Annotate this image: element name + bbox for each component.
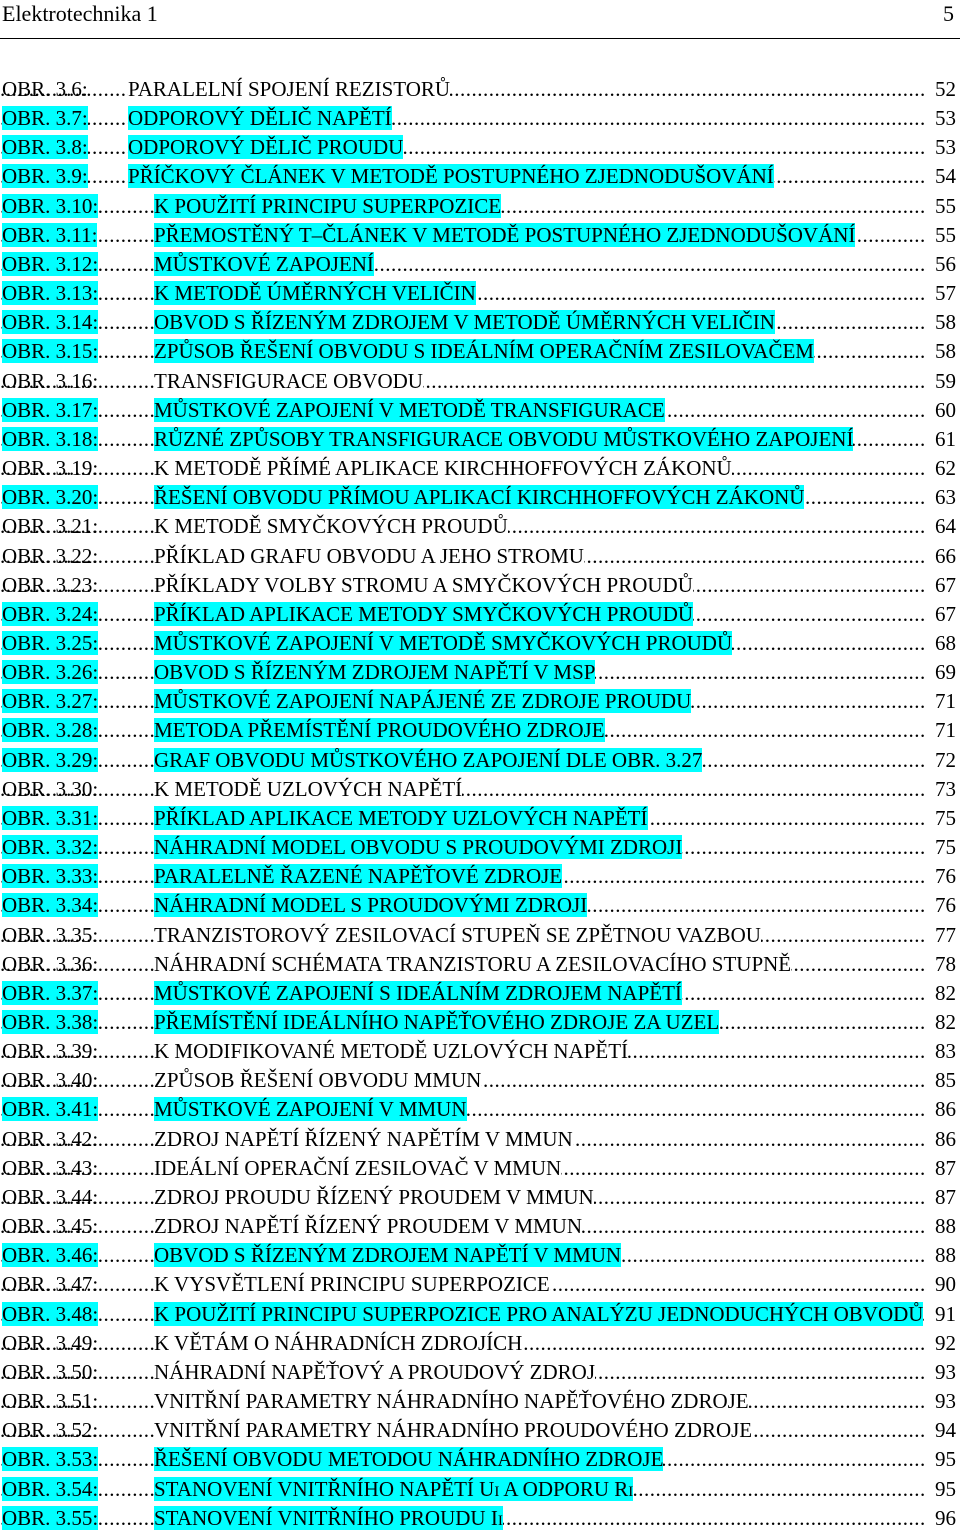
figure-title: K POUŽITÍ PRINCIPU SUPERPOZICE (154, 193, 502, 218)
page-reference: 55 (935, 193, 956, 218)
page-reference: 53 (935, 106, 956, 131)
toc-entry[interactable] (0, 278, 960, 307)
page-reference: 83 (935, 1039, 956, 1064)
toc-entry[interactable] (0, 1182, 960, 1211)
page-reference: 75 (935, 835, 956, 860)
figure-label: OBR. 3.27: (2, 689, 99, 714)
figure-label: OBR. 3.35: (2, 922, 99, 947)
figure-title: MŮSTKOVÉ ZAPOJENÍ V METODĚ SMYČKOVÝCH PROUDŮ (154, 630, 733, 655)
toc-entry[interactable] (0, 1094, 960, 1123)
toc-entry[interactable] (0, 920, 960, 949)
page-reference: 52 (935, 77, 956, 101)
toc-entry[interactable] (0, 191, 960, 220)
toc-entry[interactable] (0, 745, 960, 774)
toc-entry[interactable] (0, 628, 960, 657)
figure-title: MŮSTKOVÉ ZAPOJENÍ (154, 251, 374, 276)
figure-title: STANOVENÍ VNITŘNÍHO NAPĚTÍ Ui A ODPORU Ri (154, 1476, 634, 1501)
figure-title: GRAF OBVODU MŮSTKOVÉHO ZAPOJENÍ DLE OBR. 3.27 (154, 747, 703, 772)
toc-entry[interactable] (0, 1503, 960, 1532)
figure-title: K MODIFIKOVANÉ METODĚ UZLOVÝCH NAPĚTÍ (154, 1039, 629, 1064)
figure-title: K METODĚ ÚMĚRNÝCH VELIČIN (154, 281, 476, 306)
page-number: 5 (943, 1, 954, 26)
figure-label: OBR. 3.12: (2, 251, 99, 276)
figure-title: PARALELNÍ SPOJENÍ REZISTORŮ (128, 77, 451, 101)
figure-label: OBR. 3.36: (2, 951, 99, 976)
toc-entry[interactable] (0, 541, 960, 570)
dot-leader (0, 369, 924, 393)
figure-label: OBR. 3.34: (2, 893, 99, 918)
figure-title: K VYSVĚTLENÍ PRINCIPU SUPERPOZICE (154, 1272, 550, 1297)
toc-entry[interactable] (0, 832, 960, 861)
page-reference: 88 (935, 1243, 956, 1268)
toc-entry[interactable] (0, 1474, 960, 1503)
figure-label: OBR. 3.52: (2, 1418, 99, 1443)
toc-entry[interactable] (0, 161, 960, 190)
figure-label: OBR. 3.14: (2, 310, 99, 335)
figure-title: PŘÍKLAD GRAFU OBVODU A JEHO STROMU (154, 543, 584, 568)
figure-label: OBR. 3.32: (2, 835, 99, 860)
figure-title: MŮSTKOVÉ ZAPOJENÍ NAPÁJENÉ ZE ZDROJE PROUDU (154, 689, 692, 714)
figure-title: METODA PŘEMÍSTĚNÍ PROUDOVÉHO ZDROJE (154, 718, 605, 743)
toc-entry[interactable] (0, 307, 960, 336)
toc-entry[interactable] (0, 1444, 960, 1473)
figure-label: OBR. 3.47: (2, 1272, 99, 1297)
figure-label: OBR. 3.31: (2, 805, 99, 830)
figure-label: OBR. 3.29: (2, 747, 99, 772)
toc-entry[interactable] (0, 74, 960, 103)
figure-label: OBR. 3.33: (2, 864, 99, 889)
page-reference: 94 (935, 1418, 956, 1443)
figure-title: ODPOROVÝ DĚLIČ NAPĚTÍ (128, 106, 392, 131)
figure-label: OBR. 3.20: (2, 485, 99, 510)
figure-label: OBR. 3.19: (2, 456, 99, 481)
figure-title: ZDROJ NAPĚTÍ ŘÍZENÝ PROUDEM V MMUN (154, 1214, 582, 1239)
toc-entry[interactable] (0, 220, 960, 249)
figure-label: OBR. 3.50: (2, 1359, 99, 1384)
figure-label: OBR. 3.37: (2, 980, 99, 1005)
page-reference: 55 (935, 222, 956, 247)
page-reference: 62 (935, 456, 956, 481)
figure-label: OBR. 3.44: (2, 1184, 99, 1209)
figure-title: PŘÍČKOVÝ ČLÁNEK V METODĚ POSTUPNÉHO ZJEDNODUŠOVÁNÍ (128, 164, 774, 189)
figure-label: OBR. 3.48: (2, 1301, 99, 1326)
page-reference: 93 (935, 1359, 956, 1384)
figure-title: VNITŘNÍ PARAMETRY NÁHRADNÍHO NAPĚŤOVÉHO ZDROJE (154, 1389, 749, 1414)
figure-title: NÁHRADNÍ MODEL OBVODU S PROUDOVÝMI ZDROJI (154, 835, 683, 860)
page-reference: 76 (935, 893, 956, 918)
page-reference: 56 (935, 251, 956, 276)
figure-label: OBR. 3.11: (2, 222, 98, 247)
header-divider (0, 38, 960, 39)
page-reference: 54 (935, 164, 956, 189)
page-reference: 68 (935, 630, 956, 655)
toc-entry[interactable] (0, 103, 960, 132)
page-reference: 63 (935, 485, 956, 510)
figure-title: PŘEMOSTĚNÝ T–ČLÁNEK V METODĚ POSTUPNÉHO ZJEDNODUŠOVÁNÍ (154, 222, 856, 247)
toc-entry[interactable] (0, 1386, 960, 1415)
figure-label: OBR. 3.49: (2, 1330, 99, 1355)
figure-title: PŘEMÍSTĚNÍ IDEÁLNÍHO NAPĚŤOVÉHO ZDROJE ZA UZEL (154, 1010, 720, 1034)
figure-label: OBR. 3.30: (2, 776, 99, 801)
toc-entry[interactable] (0, 890, 960, 919)
toc-entry[interactable] (0, 978, 960, 1007)
figure-label: OBR. 3.13: (2, 281, 99, 306)
page-reference: 58 (935, 310, 956, 335)
toc-entry[interactable] (0, 366, 960, 395)
figure-title: ŘEŠENÍ OBVODU METODOU NÁHRADNÍHO ZDROJE (154, 1447, 664, 1472)
page-reference: 58 (935, 339, 956, 364)
page-reference: 71 (935, 718, 956, 743)
figure-label: OBR. 3.15: (2, 339, 99, 364)
list-of-figures (0, 74, 960, 1532)
page-reference: 66 (935, 543, 956, 568)
toc-entry[interactable] (0, 1357, 960, 1386)
page-reference: 93 (935, 1389, 956, 1414)
page-reference: 85 (935, 1068, 956, 1093)
figure-title: NÁHRADNÍ NAPĚŤOVÝ A PROUDOVÝ ZDROJ (154, 1359, 596, 1384)
toc-entry[interactable] (0, 774, 960, 803)
figure-title: MŮSTKOVÉ ZAPOJENÍ V METODĚ TRANSFIGURACE (154, 397, 665, 422)
figure-label: OBR. 3.38: (2, 1010, 99, 1034)
figure-title: K METODĚ SMYČKOVÝCH PROUDŮ (154, 514, 508, 539)
page-reference: 87 (935, 1184, 956, 1209)
dot-leader (0, 252, 924, 276)
page-reference: 96 (935, 1505, 956, 1530)
page-reference: 95 (935, 1476, 956, 1501)
figure-label: OBR. 3.26: (2, 660, 99, 685)
page-reference: 67 (935, 572, 956, 597)
toc-entry[interactable] (0, 1328, 960, 1357)
page-reference: 69 (935, 660, 956, 685)
figure-title: PŘÍKLAD APLIKACE METODY SMYČKOVÝCH PROUDŮ (154, 601, 694, 626)
toc-entry[interactable] (0, 599, 960, 628)
figure-label: OBR. 3.21: (2, 514, 99, 539)
figure-title: OBVOD S ŘÍZENÝM ZDROJEM NAPĚTÍ V MSP (154, 660, 596, 685)
figure-title: MŮSTKOVÉ ZAPOJENÍ V MMUN (154, 1097, 467, 1122)
document-title: Elektrotechnika 1 (2, 1, 158, 26)
toc-entry[interactable] (0, 1007, 960, 1036)
page-reference: 53 (935, 135, 956, 160)
figure-title: PŘÍKLAD APLIKACE METODY UZLOVÝCH NAPĚTÍ (154, 805, 648, 830)
figure-title: NÁHRADNÍ MODEL S PROUDOVÝMI ZDROJI (154, 893, 588, 918)
figure-title: K VĚTÁM O NÁHRADNÍCH ZDROJÍCH (154, 1330, 523, 1355)
figure-title: K METODĚ UZLOVÝCH NAPĚTÍ (154, 776, 463, 801)
toc-entry[interactable] (0, 1153, 960, 1182)
page-reference: 86 (935, 1097, 956, 1122)
page-reference: 88 (935, 1214, 956, 1239)
page-header (0, 0, 960, 30)
toc-entry[interactable] (0, 1065, 960, 1094)
page-reference: 86 (935, 1126, 956, 1151)
figure-label: OBR. 3.22: (2, 543, 99, 568)
figure-title: STANOVENÍ VNITŘNÍHO PROUDU Ii (154, 1505, 503, 1530)
toc-entry[interactable] (0, 949, 960, 978)
page-reference: 95 (935, 1447, 956, 1472)
figure-title: IDEÁLNÍ OPERAČNÍ ZESILOVAČ V MMUN (154, 1155, 562, 1180)
figure-title: PŘÍKLADY VOLBY STROMU A SMYČKOVÝCH PROUDŮ (154, 572, 693, 597)
figure-title: ZPŮSOB ŘEŠENÍ OBVODU MMUN (154, 1068, 482, 1093)
toc-entry[interactable] (0, 511, 960, 540)
figure-label: OBR. 3.55: (2, 1505, 99, 1530)
figure-label: OBR. 3.17: (2, 397, 99, 422)
page-reference: 90 (935, 1272, 956, 1297)
figure-title: ODPOROVÝ DĚLIČ PROUDU (128, 135, 404, 160)
page-reference: 82 (935, 1010, 956, 1034)
figure-label: OBR. 3.23: (2, 572, 99, 597)
toc-entry[interactable] (0, 570, 960, 599)
page-reference: 64 (935, 514, 956, 539)
figure-label: OBR. 3.7: (2, 106, 88, 131)
figure-title: K POUŽITÍ PRINCIPU SUPERPOZICE PRO ANALÝZU JEDNODUCHÝCH OBVODŮ (154, 1301, 924, 1326)
figure-label: OBR. 3.8: (2, 135, 88, 160)
toc-entry[interactable] (0, 1036, 960, 1065)
figure-label: OBR. 3.10: (2, 193, 99, 218)
page-reference: 59 (935, 368, 956, 393)
figure-title: VNITŘNÍ PARAMETRY NÁHRADNÍHO PROUDOVÉHO ZDROJE (154, 1418, 753, 1443)
figure-label: OBR. 3.42: (2, 1126, 99, 1151)
figure-label: OBR. 3.24: (2, 601, 99, 626)
page-reference: 67 (935, 601, 956, 626)
toc-entry[interactable] (0, 249, 960, 278)
figure-label: OBR. 3.9: (2, 164, 88, 189)
toc-entry[interactable] (0, 657, 960, 686)
toc-entry[interactable] (0, 482, 960, 511)
figure-title: ZDROJ NAPĚTÍ ŘÍZENÝ NAPĚTÍM V MMUN (154, 1126, 573, 1151)
page-reference: 91 (935, 1301, 956, 1326)
page-reference: 75 (935, 805, 956, 830)
figure-label: OBR. 3.51: (2, 1389, 99, 1414)
figure-title: OBVOD S ŘÍZENÝM ZDROJEM V METODĚ ÚMĚRNÝCH VELIČIN (154, 310, 775, 335)
figure-title: ZPŮSOB ŘEŠENÍ OBVODU S IDEÁLNÍM OPERAČNÍM ZESILOVAČEM (154, 339, 814, 364)
page-reference: 57 (935, 281, 956, 306)
toc-entry[interactable] (0, 1211, 960, 1240)
figure-label: OBR. 3.6: (2, 77, 88, 101)
figure-title: TRANZISTOROVÝ ZESILOVACÍ STUPEŇ SE ZPĚTNOU VAZBOU (154, 922, 761, 947)
figure-title: ZDROJ PROUDU ŘÍZENÝ PROUDEM V MMUN (154, 1184, 594, 1209)
figure-title: TRANSFIGURACE OBVODU (154, 368, 423, 393)
page-reference: 73 (935, 776, 956, 801)
page-reference: 61 (935, 426, 956, 451)
figure-label: OBR. 3.39: (2, 1039, 99, 1064)
figure-title: MŮSTKOVÉ ZAPOJENÍ S IDEÁLNÍM ZDROJEM NAPĚTÍ (154, 980, 682, 1005)
page-reference: 82 (935, 980, 956, 1005)
figure-title: K METODĚ PŘÍMÉ APLIKACE KIRCHHOFFOVÝCH ZÁKONŮ (154, 456, 732, 481)
figure-title: RŮZNÉ ZPŮSOBY TRANSFIGURACE OBVODU MŮSTKOVÉHO ZAPOJENÍ (154, 426, 854, 451)
figure-label: OBR. 3.16: (2, 368, 99, 393)
figure-label: OBR. 3.54: (2, 1476, 99, 1501)
figure-title: OBVOD S ŘÍZENÝM ZDROJEM NAPĚTÍ V MMUN (154, 1243, 622, 1268)
figure-label: OBR. 3.25: (2, 630, 99, 655)
figure-label: OBR. 3.40: (2, 1068, 99, 1093)
page-reference: 60 (935, 397, 956, 422)
figure-label: OBR. 3.46: (2, 1243, 99, 1268)
page-reference: 72 (935, 747, 956, 772)
toc-entry[interactable] (0, 1124, 960, 1153)
figure-label: OBR. 3.45: (2, 1214, 99, 1239)
toc-entry[interactable] (0, 395, 960, 424)
page-reference: 76 (935, 864, 956, 889)
figure-label: OBR. 3.43: (2, 1155, 99, 1180)
toc-entry[interactable] (0, 686, 960, 715)
figure-label: OBR. 3.28: (2, 718, 99, 743)
figure-title: PARALELNĚ ŘAZENÉ NAPĚŤOVÉ ZDROJE (154, 864, 563, 889)
page-reference: 78 (935, 951, 956, 976)
toc-entry[interactable] (0, 424, 960, 453)
page-reference: 87 (935, 1155, 956, 1180)
toc-entry[interactable] (0, 336, 960, 365)
toc-entry[interactable] (0, 1299, 960, 1328)
toc-entry[interactable] (0, 132, 960, 161)
figure-title: ŘEŠENÍ OBVODU PŘÍMOU APLIKACÍ KIRCHHOFFOVÝCH ZÁKONŮ (154, 485, 805, 510)
toc-entry[interactable] (0, 1269, 960, 1298)
figure-label: OBR. 3.53: (2, 1447, 99, 1472)
page-reference: 71 (935, 689, 956, 714)
figure-title: NÁHRADNÍ SCHÉMATA TRANZISTORU A ZESILOVACÍHO STUPNĚ (154, 951, 792, 976)
toc-entry[interactable] (0, 1415, 960, 1444)
toc-entry[interactable] (0, 453, 960, 482)
toc-entry[interactable] (0, 715, 960, 744)
toc-entry[interactable] (0, 803, 960, 832)
figure-label: OBR. 3.41: (2, 1097, 99, 1122)
toc-entry[interactable] (0, 1240, 960, 1269)
page-reference: 92 (935, 1330, 956, 1355)
figure-label: OBR. 3.18: (2, 426, 99, 451)
page-reference: 77 (935, 922, 956, 947)
toc-entry[interactable] (0, 861, 960, 890)
